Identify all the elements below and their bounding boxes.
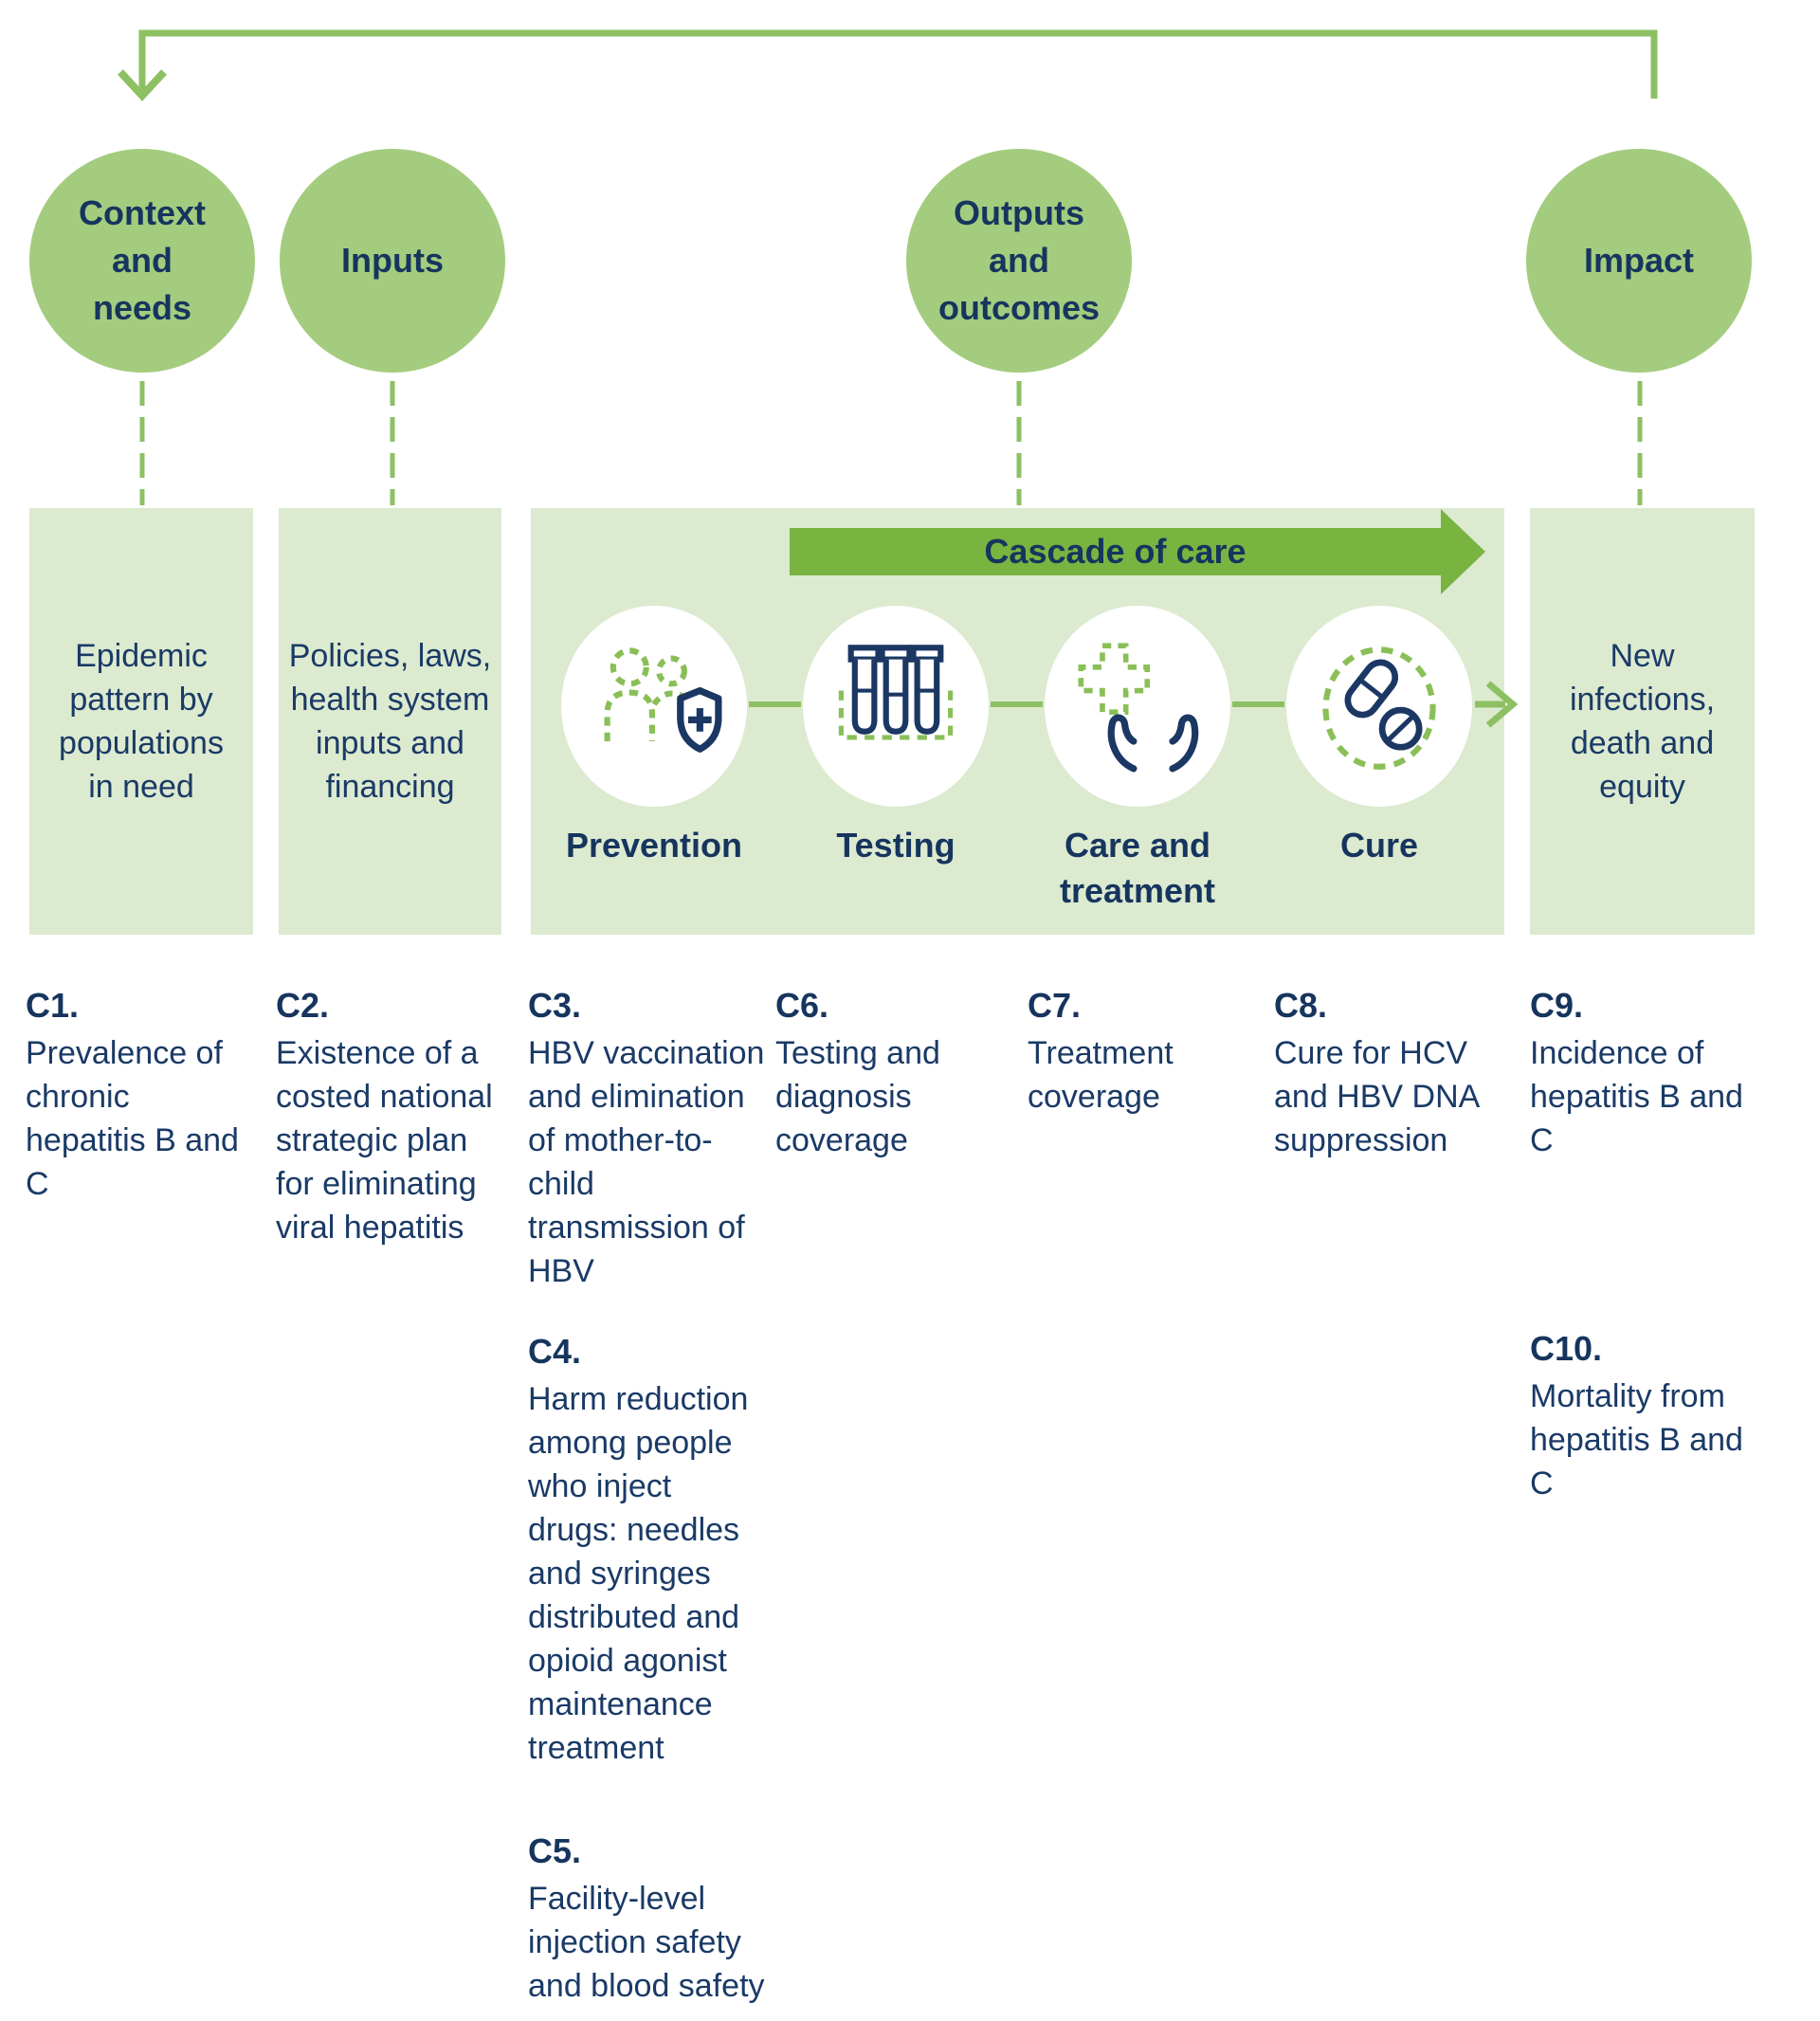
indicator-text: Treatment coverage: [1028, 1035, 1174, 1115]
indicator-text: Cure for HCV and HBV DNA suppression: [1274, 1035, 1479, 1158]
impact-box: [1530, 508, 1755, 935]
inputs-caption: [279, 508, 501, 935]
indicator-c8: [1274, 984, 1502, 1162]
indicator-text: Prevalence of chronic hepatitis B and C: [26, 1035, 239, 1202]
indicator-text: Existence of a costed national strategic plan for eliminating viral hepatitis: [276, 1035, 493, 1246]
stage-label-inputs: Inputs: [341, 241, 444, 280]
indicator-c2: [276, 984, 513, 1249]
hands-cross-icon: [1069, 638, 1206, 774]
indicator-c7: [1028, 984, 1217, 1119]
context-needs-caption: [29, 508, 253, 935]
prevention-circle: [561, 606, 747, 807]
caption-line: equity: [1599, 769, 1685, 805]
pills-icon: [1311, 638, 1447, 774]
step-label-cure: Cure: [1339, 826, 1419, 865]
indicator-c6: [775, 984, 974, 1162]
care-treatment-circle: [1045, 606, 1230, 807]
indicator-c1: [26, 984, 244, 1206]
caption-line: pattern by: [69, 682, 213, 718]
indicator-c4: [528, 1330, 761, 1770]
indicator-id: C10.: [1530, 1329, 1603, 1368]
indicator-c9: [1530, 984, 1748, 1162]
indicator-text: Mortality from hepatitis B and C: [1530, 1378, 1743, 1502]
stage-label-impact: Impact: [1583, 241, 1695, 280]
caption-line: financing: [325, 769, 455, 805]
indicator-id: C2.: [276, 986, 330, 1025]
cascade-of-care-label: Cascade of care: [984, 532, 1247, 571]
indicator-id: C4.: [528, 1332, 582, 1371]
stage-label-context: Context and needs: [79, 193, 206, 327]
indicator-c3: [528, 984, 771, 1293]
indicator-text: Facility-level injection safety and blood safety: [528, 1881, 765, 2004]
stage-circle-impact: [1526, 149, 1752, 373]
stage-label-outputs: Outputs and outcomes: [937, 193, 1101, 327]
test-tubes-icon: [828, 638, 964, 774]
context-needs-box: [29, 508, 253, 935]
caption-line: health system: [290, 682, 490, 718]
feedback-arrow-line: [142, 33, 1654, 99]
indicator-text: Incidence of hepatitis B and C: [1530, 1035, 1743, 1158]
indicator-id: C5.: [528, 1831, 582, 1870]
caption-line: Epidemic: [75, 638, 208, 674]
indicator-c5: [528, 1830, 765, 2008]
step-label-testing: Testing: [836, 826, 956, 865]
caption-line: Policies, laws,: [288, 638, 492, 674]
stage-circle-outputs: [906, 149, 1132, 373]
people-shield-icon: [586, 638, 722, 774]
indicator-id: C7.: [1028, 986, 1082, 1025]
indicator-id: C1.: [26, 986, 80, 1025]
caption-line: infections,: [1569, 682, 1716, 718]
indicator-text: HBV vaccination and elimination of mother-to-child transmission of HBV: [528, 1035, 765, 1289]
caption-line: populations: [59, 725, 224, 761]
indicator-text: Testing and diagnosis coverage: [775, 1035, 940, 1158]
caption-line: in need: [88, 769, 194, 805]
caption-line: New: [1610, 638, 1675, 674]
cure-circle: [1286, 606, 1472, 807]
step-label-care-treatment: Care and treatment: [1059, 826, 1216, 910]
indicator-text: Harm reduction among people who inject drugs: needles and syringes distributed and opioid agonist maintenance treatment: [528, 1381, 749, 1766]
stage-circle-inputs: [280, 149, 505, 373]
cascade-arrowhead: [1441, 509, 1485, 594]
caption-line: inputs and: [316, 725, 464, 761]
inputs-box: [279, 508, 501, 935]
impact-caption: [1530, 508, 1755, 935]
step-label-prevention: Prevention: [565, 826, 743, 865]
indicator-c10: [1530, 1327, 1753, 1505]
indicator-id: C3.: [528, 986, 582, 1025]
indicator-id: C6.: [775, 986, 829, 1025]
testing-circle: [803, 606, 989, 807]
cascade-of-care-bar: [790, 528, 1441, 575]
caption-line: death and: [1570, 725, 1715, 761]
indicator-id: C8.: [1274, 986, 1328, 1025]
feedback-arrowhead-icon: [120, 72, 164, 96]
stage-circle-context: [29, 149, 255, 373]
indicator-id: C9.: [1530, 986, 1584, 1025]
